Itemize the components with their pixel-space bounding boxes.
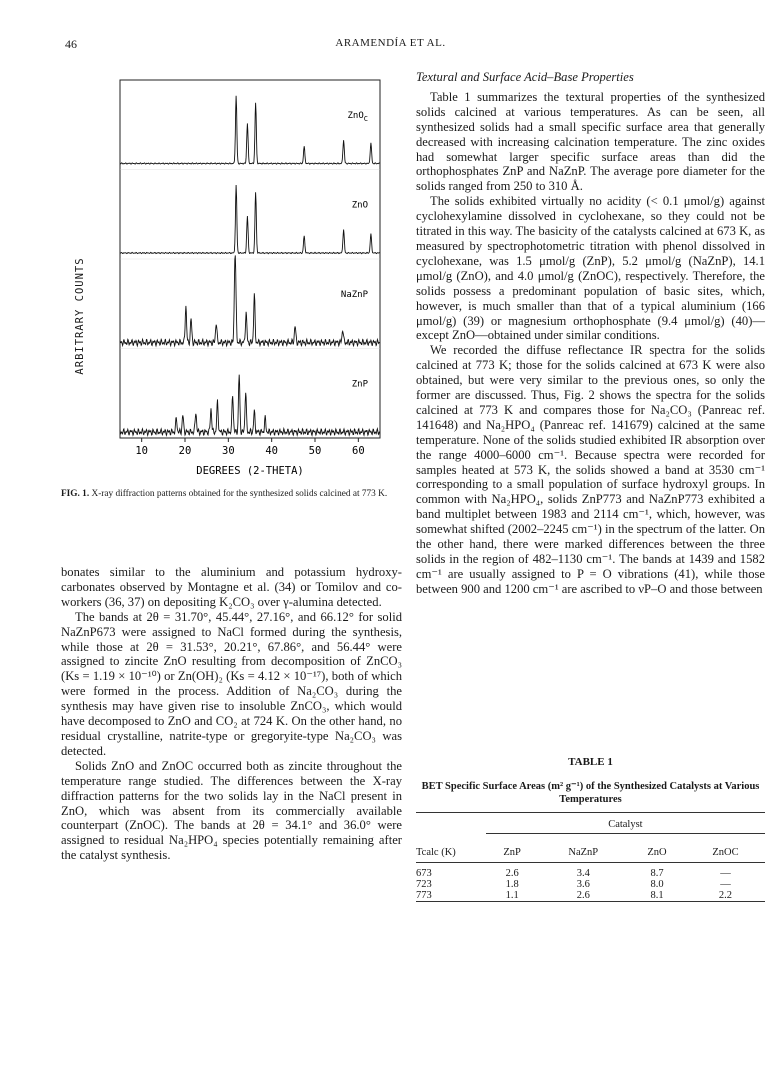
- table-cell: 2.6: [576, 889, 590, 901]
- table-cell: 773: [416, 889, 432, 901]
- series-label: ZnO: [351, 200, 368, 211]
- figure-caption: [61, 489, 402, 501]
- table-cell: 673: [416, 867, 432, 879]
- figure-caption-label: FIG. 1.: [61, 489, 90, 499]
- xrd-chart: [90, 78, 390, 478]
- table-title: TABLE 1: [568, 756, 613, 768]
- left-paragraph-2: The bands at 2θ = 31.70°, 45.44°, 27.16°, and 66.12° for solid NaZnP673 were assigned to NaCl formed during the synthesis, while those at 2θ = 31.53°, 20.21°, 67.86°, and 56.44° were assigned to zincite ZnO resulting from decomposition of ZnCO₃ (Ks = 1.19 × 10⁻¹⁰) or Zn(OH)₂ (Ks = 4.12 × 10⁻¹⁷), both of which were formed in the process. Addition of Na₂CO₃ during the synthesis may have given rise to insoluble ZnCO₃, which would have decomposed to ZnO and CO₂ at 724 K. On the other hand, no residual crystalline, natrite-type or gregoryite-type Na₂CO₃ was detected.: [61, 609, 402, 758]
- series-line-0: [120, 96, 380, 164]
- table-col-header: NaZnP: [568, 847, 599, 859]
- table-cell: 3.6: [576, 878, 590, 890]
- x-axis-label: DEGREES (2-THETA): [196, 465, 304, 477]
- right-paragraph-1: Table 1 summarizes the textural properties of the synthesized solids calcined at various temperatures. As can be seen, all synthesized solids had a small specific surface area that generally decreased with increasing calcination temperature. The zinc oxides had somewhat larger specific surface areas than did the orthophosphates ZnP and NaZnP. The average pore diameter for the solids ranged from 250 to 310 Å.: [416, 89, 765, 194]
- table-row: [416, 868, 765, 879]
- table-cell: 8.1: [650, 889, 664, 901]
- series-label: NaZnP: [340, 290, 368, 300]
- left-paragraph-1: bonates similar to the aluminium and potassium hydroxy-carbonates observed by Montagne et al. (34) or Tomilov and co-workers (36, 37) on depositing K₂CO₃ over γ-alumina detected.: [61, 565, 402, 609]
- table-cell: —: [720, 878, 731, 890]
- x-tick-label: 20: [178, 445, 192, 457]
- series-line-1: [120, 185, 380, 254]
- running-title: ARAMENDÍA ET AL.: [335, 37, 446, 49]
- left-column: [61, 565, 402, 863]
- table-cell: 1.1: [505, 889, 519, 901]
- x-tick-label: 30: [222, 445, 235, 457]
- right-paragraph-2: The solids exhibited virtually no acidity (< 0.1 μmol/g) against cyclohexylamine dissolved in cyclohexane, so they could not be titrated in this way. The basicity of the catalysts calcined at 673 K, as measured by spectrophotometric titration with phenol dissolved in cyclohexane, was 1.5 μmol/g (ZnP), 5.2 μmol/g (NaZnP), 14.1 μmol/g (ZnO), and 4.0 μmol/g (ZnOC), respectively. Therefore, the solids possess a predominant population of basic sites, which, however, is much smaller than that of a typical aluminium (166 μmol/g) (39) or magnesium orthophosphate (9.4 μmol/g) (40)—except ZnO—obtained under similar conditions.: [416, 194, 765, 343]
- left-paragraph-3: Solids ZnO and ZnOC occurred both as zincite throughout the temperature range studied. The differences between the X-ray diffraction patterns for the two solids lay in the NaCl present in ZnO, which was absent from its commercially available counterpart (ZnOC). The bands at 2θ = 34.1° and 36.0° were assigned to residual Na₂HPO₄ species potentially remaining after the catalyst synthesis.: [61, 758, 402, 863]
- series-line-2: [120, 255, 380, 346]
- y-axis-label: ARBITRARY COUNTS: [74, 257, 86, 375]
- x-tick-label: 40: [265, 445, 278, 457]
- table-row: [416, 890, 765, 902]
- right-paragraph-3: We recorded the diffuse reflectance IR spectra for the solids calcined at 773 K; those for the solids calcined at 673 K were also obtained, but were very similar to the previous ones, so only the former are discussed. Thus, Fig. 2 shows the spectra for the solids calcined at 773 K and compares those for Na₂CO₃ (Panreac ref. 141648) and Na₂HPO₄ (Panreac ref. 141679) calcined at the same temperature. None of the solids studied exhibited IR absorption over the range 4000–6000 cm⁻¹. Because spectra were recorded for samples heated at 573 K, the solids showed a band at 3530 cm⁻¹ corresponding to a small population of surface hydroxyl groups. In common with Na₂HPO₄, solids ZnP773 and NaZnP773 exhibited a band multiplet between 1983 and 2114 cm⁻¹, which, however, was somewhat shifted (2002–2245 cm⁻¹) in the spectrum of the latter. On the other hand, there were marked differences between the three solids in the region of 482–1130 cm⁻¹. The bands at 1439 and 1582 cm⁻¹ are usually assigned to P = O vibrations (41), while those between 900 and 1200 cm⁻¹ are ascribed to νP–O and those between: [416, 343, 765, 596]
- page-number: 46: [65, 37, 77, 51]
- table-subtitle: BET Specific Surface Areas (m² g⁻¹) of the Synthesized Catalysts at Various Temperatures: [421, 781, 760, 805]
- table-row-header: Tcalc (K): [416, 847, 456, 859]
- table-cell: 8.0: [650, 878, 664, 890]
- series-label: ZnO$_C$: [347, 111, 368, 123]
- series-label: ZnP: [351, 379, 368, 390]
- table-group-header: Catalyst: [608, 819, 643, 830]
- figure-caption-text: X-ray diffraction patterns obtained for the synthesized solids calcined at 773 K.: [91, 489, 388, 499]
- bet-table: [416, 812, 765, 904]
- table-col-header: ZnOC: [712, 847, 739, 859]
- table-cell: 723: [416, 878, 432, 890]
- x-tick-label: 50: [308, 445, 322, 457]
- table-cell: 3.4: [576, 867, 590, 879]
- series-line-3: [120, 375, 380, 436]
- series-label-subscript: C: [363, 115, 368, 123]
- right-column: [416, 70, 765, 597]
- x-tick-label: 60: [352, 445, 365, 457]
- table-row: [416, 879, 765, 890]
- table-col-header: ZnO: [647, 847, 667, 859]
- table-cell: —: [720, 867, 731, 879]
- table-cell: 2.6: [505, 867, 519, 879]
- x-tick-label: 10: [135, 445, 148, 457]
- table-cell: 2.2: [718, 889, 733, 901]
- table-col-header: ZnP: [503, 847, 521, 859]
- table-cell: 1.8: [505, 878, 519, 890]
- table-cell: 8.7: [650, 867, 664, 879]
- section-heading: Textural and Surface Acid–Base Properties: [416, 70, 634, 84]
